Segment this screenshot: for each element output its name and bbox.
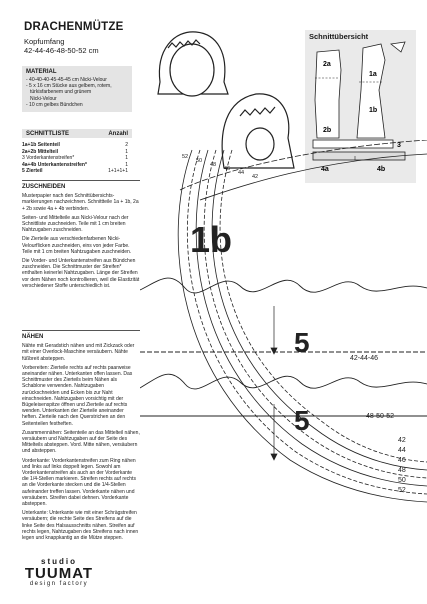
- piece-5: [391, 42, 405, 52]
- size-label: 48: [210, 162, 217, 168]
- paragraph: Zusammennähen: Seitenteile an das Mittelteil nähen, versäubern und Nahtzugaben auf der Seite des Mittelteils absteppen. Vord. Mitte nähen, versäubern und absteppen.: [22, 429, 140, 455]
- zuschneiden-section: [22, 184, 140, 292]
- paragraph: Vorderkante: Vorderkantenstreifen zum Ring nähen und links auf links doppelt legen. Sowohl am Vorderkantenstreifen als auch an der Vorderkante die 1/4-Stellen markieren. Streifen rechts auf rechts an die Vorderkante stecken und die 1/4-Stellen aufeinander treffen lassen. Vorderkante nähen und versäubern. Streifen dabei dehnen. Vorderkante absteppen.: [22, 457, 136, 508]
- zuschneiden-heading: ZUSCHNEIDEN: [22, 184, 66, 190]
- material-item: - 10 cm gelbes Bündchen: [26, 101, 83, 108]
- list-item: [22, 155, 132, 162]
- row-qty: 1: [125, 148, 128, 155]
- size-range-label-2: 48-50-52: [366, 413, 395, 420]
- size-label: 42: [252, 174, 259, 180]
- naehen-section: [22, 334, 140, 544]
- studio-tuumat-logo: [20, 558, 98, 587]
- paragraph: Seiten- und Mittelteile aus Nicki-Velour nach der Schnittliste zuschneiden. Teile mit 1 cm breiten Nahtzugaben zuschneiden.: [22, 214, 129, 234]
- list-item: [22, 142, 132, 149]
- row-label: 4a+4b Unterkantenstreifen*: [22, 161, 87, 168]
- subtitle-sizes: 42-44-46-48-50-52 cm: [24, 46, 99, 55]
- size-label: 46: [398, 457, 406, 464]
- naehen-heading: NÄHEN: [22, 334, 44, 340]
- logo-line-2: TUUMAT: [24, 565, 94, 582]
- size-range-label-1: 42-44-46: [350, 355, 379, 362]
- row-qty: 1: [125, 155, 128, 162]
- piece-label-5-upper: 5: [294, 327, 310, 358]
- material-item: - 5 x 16 cm Stücke aus gelbem, rotem,: [26, 83, 112, 90]
- pattern-sheet: [140, 140, 427, 604]
- list-item: [22, 168, 132, 175]
- divider: [22, 180, 140, 181]
- label-4a: 4a: [321, 166, 329, 173]
- zierteil-wavy-edges: [140, 278, 427, 416]
- material-box: [22, 66, 132, 112]
- paragraph: Nähte mit Geradstich nähen und mit Zickzack oder mit einer Overlock-Maschine versäubern. Nähte füßbreit absteppen.: [22, 343, 135, 362]
- divider: [22, 330, 140, 331]
- row-label: 2a+2b Mittelteil: [22, 148, 58, 155]
- page-title: DRACHENMÜTZE: [24, 21, 124, 33]
- logo-line-1: studio: [41, 557, 77, 566]
- row-label: 5 Zierteil: [22, 168, 43, 175]
- logo-line-3: design factory: [29, 581, 89, 587]
- schnittuebersicht-title: Schnittübersicht: [309, 32, 369, 41]
- schnittliste-heading: SCHNITTLISTE: [26, 130, 69, 137]
- paragraph: Unterkante: Unterkante wie mit einer Schrägstreifen versäubern; die rechte Seite des Streifens auf die linke Seite des Halsausschnitts nähen. Streifen auf rechts legen, Nahtzugaben des Streifens nach innen legen und knappkantig an die Mütze steppen.: [22, 510, 139, 542]
- size-label: 46: [224, 166, 231, 172]
- piece-1: [357, 44, 385, 138]
- row-label: 3 Vorderkantenstreifen*: [22, 155, 75, 162]
- label-1a: 1a: [369, 71, 377, 78]
- material-item: türkisfarbenem und grünem: [30, 89, 92, 96]
- label-2b: 2b: [323, 127, 332, 134]
- grainline-arrows: [271, 306, 277, 460]
- size-label: 50: [398, 477, 406, 484]
- label-4b: 4b: [377, 166, 386, 173]
- row-qty: 1+1+1+1: [108, 168, 128, 175]
- label-2a: 2a: [323, 61, 331, 68]
- piece-label-1b: 1b: [190, 219, 233, 260]
- paragraph: Die Vorder- und Unterkantenstreifen aus Bündchen zuschneiden. Die Schnittmuster der Streifen* enthalten keinerlei Nahtzugaben. Länge der Streifen vor dem Nähen noch kontrollieren, weil die Elastizität verschiedener Stoffe unterschiedlich ist.: [22, 258, 140, 289]
- label-3: 3: [397, 142, 401, 149]
- material-item: Nicki-Velour: [30, 95, 57, 102]
- list-item: [22, 149, 132, 156]
- size-label: 50: [196, 158, 203, 164]
- material-heading: MATERIAL: [26, 69, 57, 75]
- material-item: - 40-40-40-45-45-45 cm Nicki-Velour: [26, 77, 107, 83]
- pattern-arcs: [178, 140, 427, 502]
- hood-front-illustration: [158, 32, 228, 96]
- piece-label-5-lower: 5: [294, 405, 310, 436]
- size-label: 52: [398, 487, 406, 494]
- arc-size-labels: [398, 437, 406, 494]
- paragraph: Die Zierteile aus verschiedenfarbenen Nicki-Velourflicken zuschneiden, eins von jeder Farbe. Teile mit 1 cm breiten Nahtzugaben zuschneiden.: [22, 236, 132, 255]
- size-label: 52: [182, 154, 189, 160]
- size-label: 42: [398, 437, 406, 444]
- size-label: 48: [398, 467, 406, 474]
- label-1b: 1b: [369, 107, 378, 114]
- anzahl-heading: Anzahl: [108, 130, 128, 137]
- row-label: 1a+1b Seitenteil: [22, 142, 60, 148]
- list-item: [22, 162, 132, 169]
- size-label: 44: [398, 447, 406, 454]
- paragraph: Musterpapier nach den Schnittübersichts-markierungen nachzeichnen. Schnittteile 1a + 1b, 2a + 2b sowie 4a + 4b verbinden.: [22, 193, 139, 212]
- schnittliste-rows: [22, 142, 132, 175]
- schnittliste-header: [22, 129, 132, 138]
- size-label: 44: [238, 170, 245, 176]
- row-qty: 1: [125, 161, 128, 168]
- row-qty: 2: [125, 142, 128, 148]
- subtitle: [24, 37, 99, 55]
- subtitle-kopfumfang: Kopfumfang: [24, 37, 65, 46]
- top-size-labels: [182, 154, 258, 180]
- paragraph: Vorbereiten: Zierteile rechts auf rechts paarweise aneinander nähen. Unterkanten offen lassen. Das Schnittmuster des Zierteils beim Nähen als Schablone verwenden. Nahtzugaben zurückschneiden und Ecken bis zur Naht einschneiden. Nahtzugaben vorsichtig mit der Bügeleisenspitze öffnen und Zierteile auf rechts wenden. Unterkanten der Zierteile aneinander heften. Zierteile nach den Querstrichen an den Seitenteilen festheften.: [22, 364, 133, 427]
